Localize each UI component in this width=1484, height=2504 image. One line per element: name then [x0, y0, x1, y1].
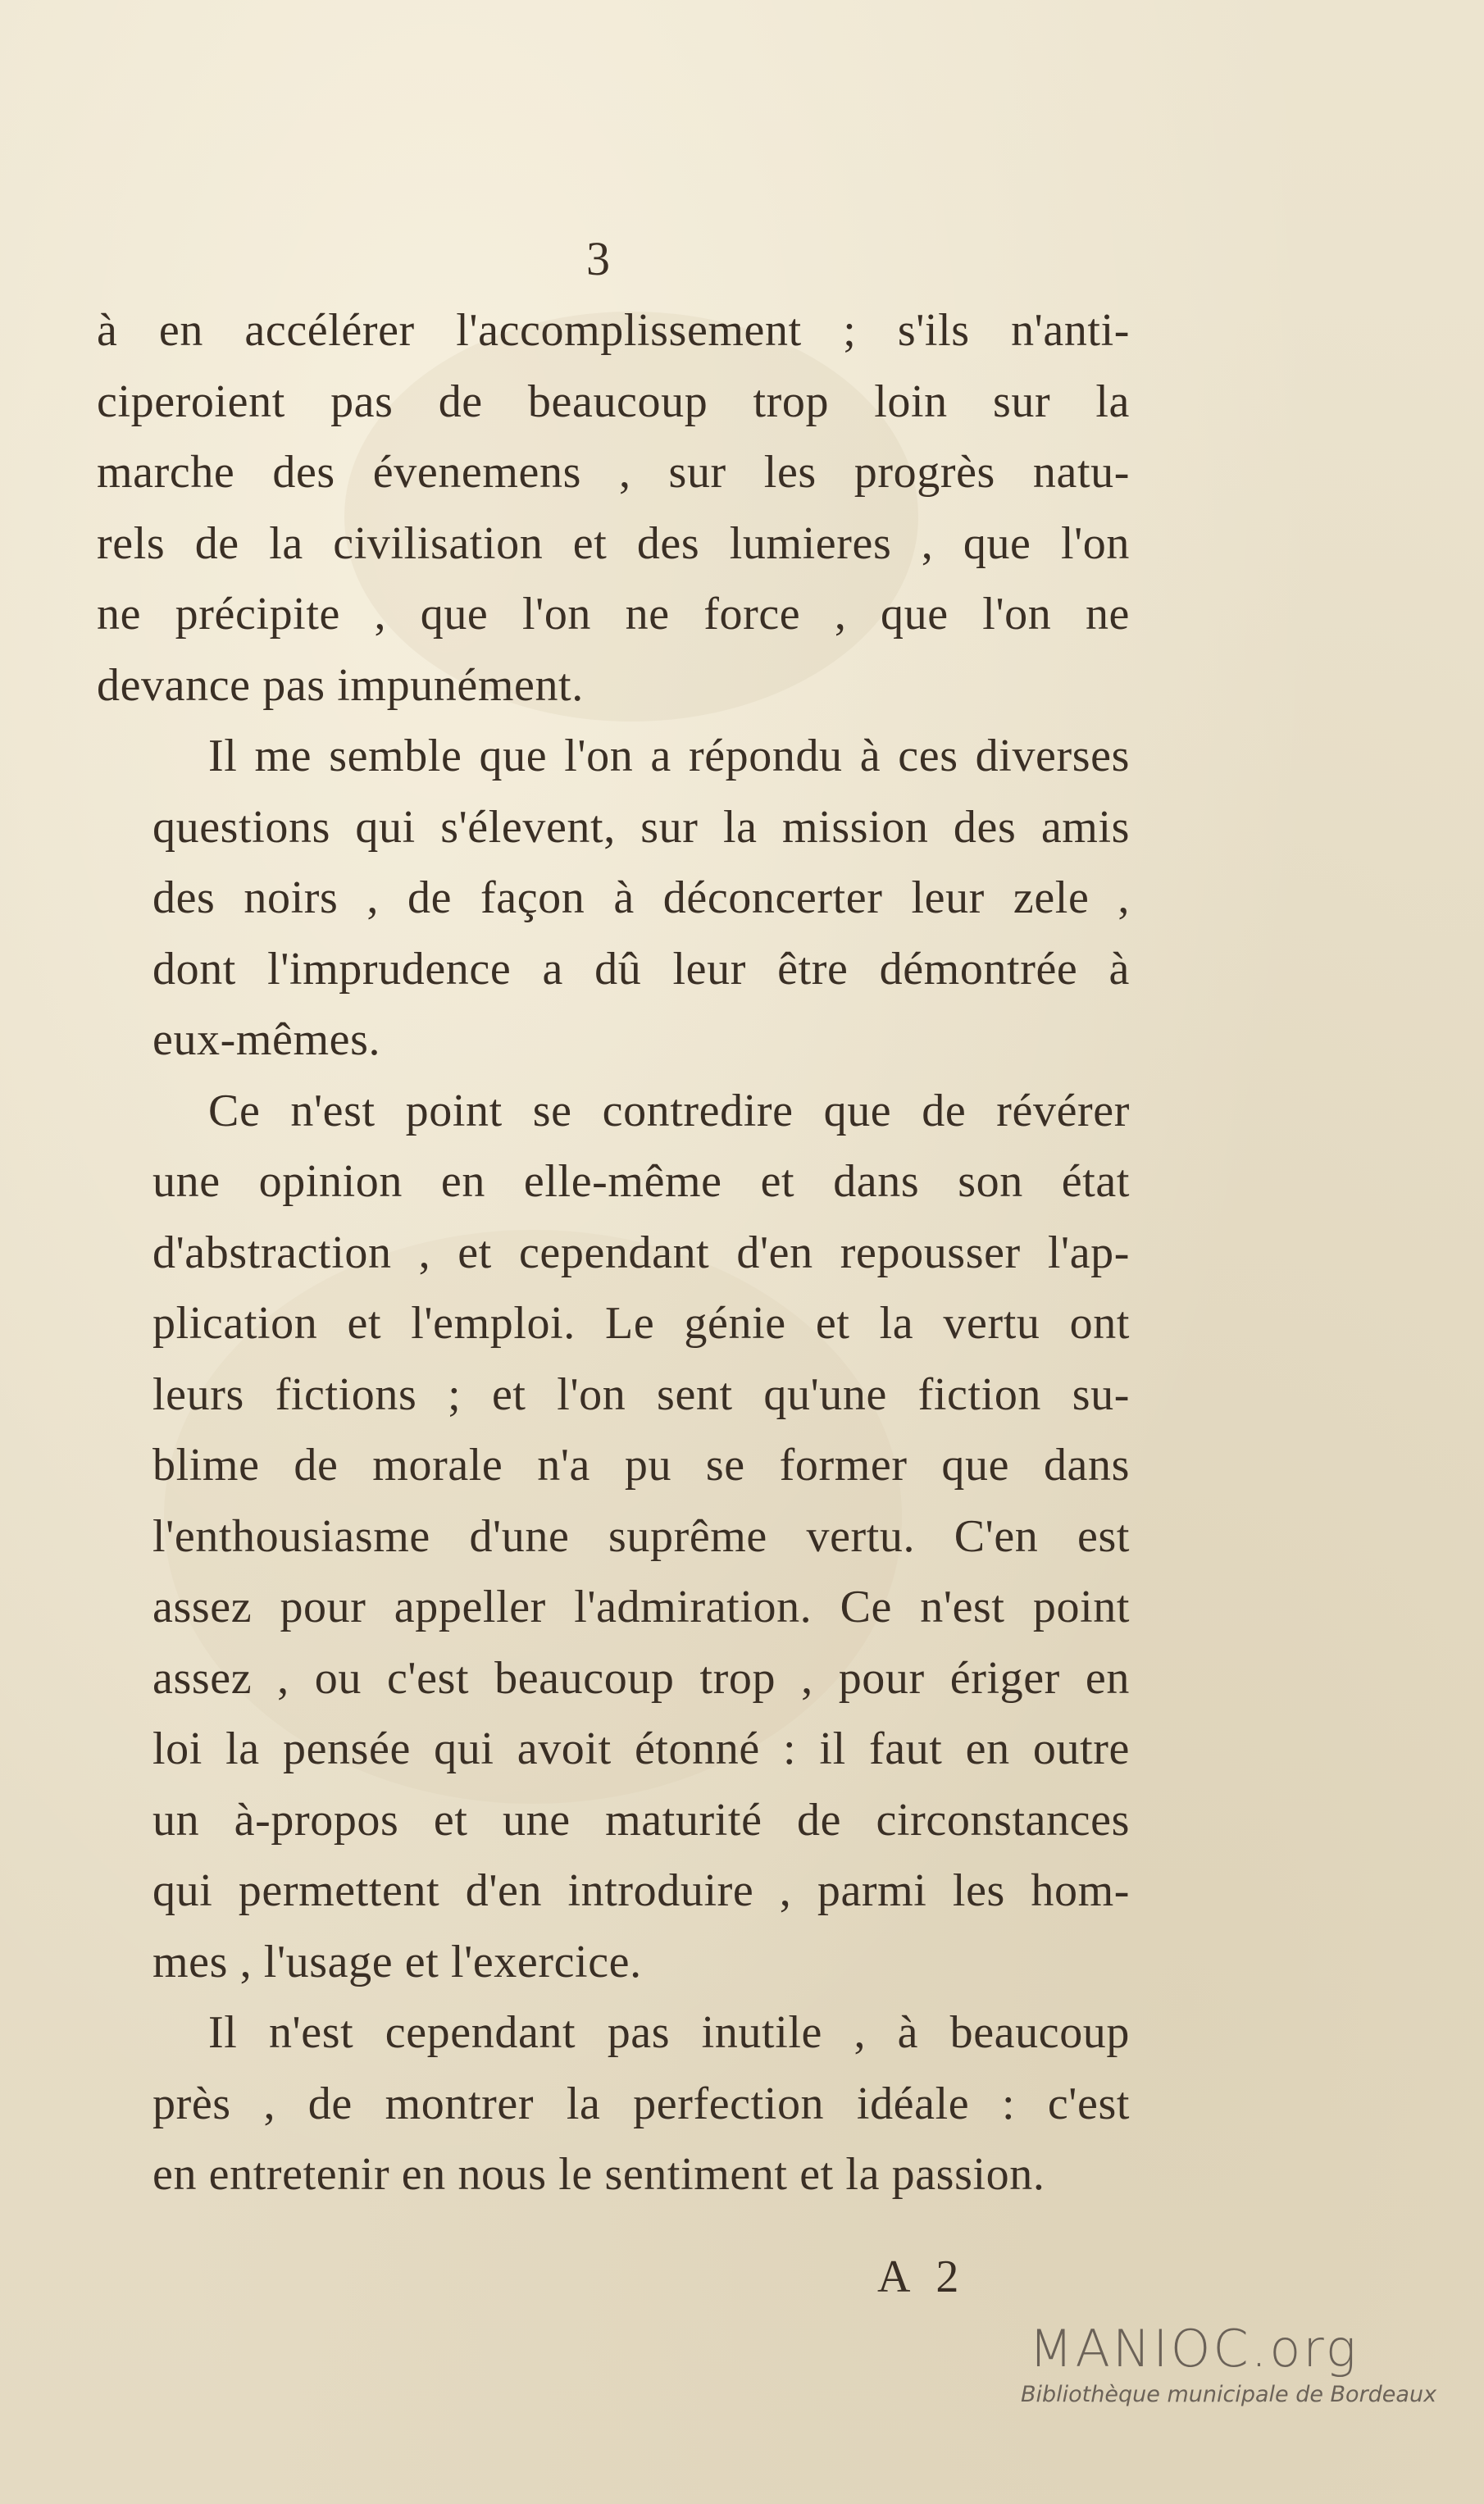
- text-line: près , de montrer la perfection idéale : c'est: [152, 2078, 1130, 2129]
- text-line: Il n'est cependant pas inutile , à beaucoup: [208, 2007, 1130, 2058]
- text-line: qui permettent d'en introduire , parmi les hom-: [152, 1865, 1130, 1916]
- text-line: un à-propos et une maturité de circonstances: [152, 1794, 1130, 1846]
- signature-mark: A 2: [877, 2251, 967, 2302]
- text-line: plication et l'emploi. Le génie et la vertu ont: [152, 1298, 1130, 1349]
- text-line: rels de la civilisation et des lumieres , que l'on: [97, 517, 1130, 569]
- text-line: d'abstraction , et cependant d'en repousser l'ap-: [152, 1227, 1130, 1278]
- text-line: des noirs , de façon à déconcerter leur zele ,: [152, 872, 1130, 923]
- page-folio: 3: [586, 232, 610, 285]
- text-line: leurs fictions ; et l'on sent qu'une fiction su-: [152, 1368, 1130, 1420]
- text-line: blime de morale n'a pu se former que dans: [152, 1440, 1130, 1491]
- text-line: assez pour appeller l'admiration. Ce n'est point: [152, 1582, 1130, 1632]
- text-line: marche des évenemens , sur les progrès natu-: [97, 447, 1130, 498]
- text-line: Ce n'est point se contredire que de révérer: [208, 1085, 1130, 1136]
- text-line: loi la pensée qui avoit étonné : il faut en outre: [152, 1723, 1130, 1774]
- text-line: à en accélérer l'accomplissement ; s'ils n'anti-: [97, 305, 1130, 356]
- text-line: en entretenir en nous le sentiment et la passion.: [152, 2149, 1045, 2200]
- paragraph: [97, 721, 1130, 1076]
- text-line: Il me semble que l'on a répondu à ces diverses: [208, 731, 1130, 781]
- paragraph: [97, 295, 1130, 721]
- paragraph: [97, 1997, 1130, 2210]
- text-line: ciperoient pas de beaucoup trop loin sur la: [97, 376, 1130, 427]
- text-line: l'enthousiasme d'une suprême vertu. C'en est: [152, 1510, 1130, 1562]
- library-caption: Bibliothèque municipale de Bordeaux: [1021, 2382, 1437, 2407]
- text-line: dont l'imprudence a dû leur être démontrée à: [152, 943, 1130, 995]
- text-line: mes , l'usage et l'exercice.: [152, 1936, 642, 1987]
- text-line: ne précipite , que l'on ne force , que l'on ne: [97, 589, 1130, 640]
- paragraph: [97, 1076, 1130, 1998]
- text-line: devance pas impunément.: [97, 659, 584, 711]
- text-line: une opinion en elle-même et dans son état: [152, 1156, 1130, 1207]
- text-line: assez , ou c'est beaucoup trop , pour ériger en: [152, 1652, 1130, 1704]
- manioc-logo[interactable]: MANIOC.org: [1029, 2319, 1359, 2379]
- body-text: [97, 295, 1130, 2210]
- text-line: eux-mêmes.: [152, 1014, 381, 1065]
- text-line: questions qui s'élevent, sur la mission des amis: [152, 801, 1130, 853]
